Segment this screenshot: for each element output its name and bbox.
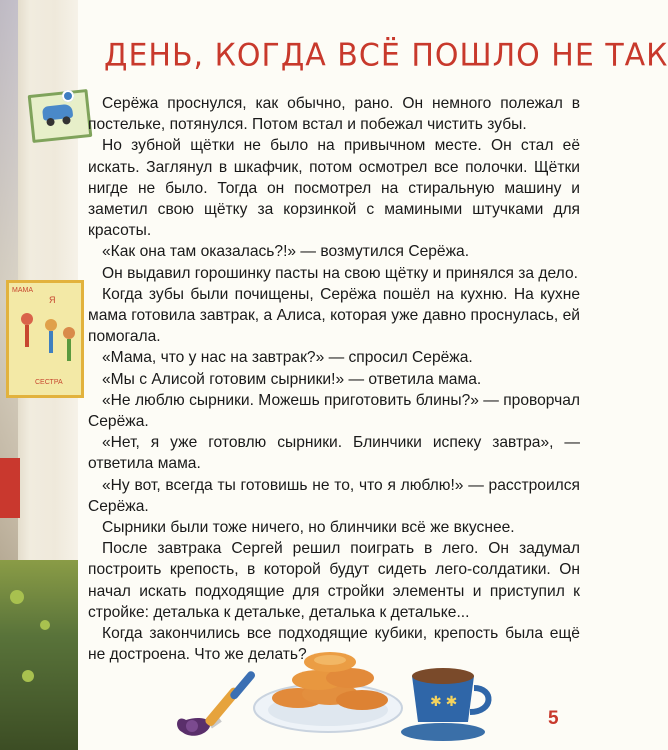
paragraph: Он выдавил горошинку пасты на свою щётку и принялся за дело.	[102, 264, 578, 282]
red-object	[0, 458, 20, 518]
side-illustration	[0, 0, 78, 750]
drawing-word-me: Я	[49, 295, 56, 305]
paragraph: «Не люблю сырники. Можешь приготовить блины?» — проворчал Серёжа.	[88, 391, 581, 431]
wheel-icon	[46, 118, 55, 127]
paragraph: «Ну вот, всегда ты готовишь не то, что я люблю!» — расстроился Серёжа.	[88, 476, 580, 515]
drawing-word-sister: СЕСТРА	[35, 379, 63, 386]
paragraph: Когда зубы были почищены, Серёжа пошёл на кухню. На кухне мама готовила завтрак, а Алиса, которая уже давно проснулась, ей помогала.	[88, 285, 580, 346]
paragraph: Серёжа проснулся, как обычно, рано. Он немного полежал в постельке, потянулся. Потом встал и побежал чистить зубы.	[88, 95, 580, 134]
drawn-person	[45, 319, 57, 355]
paragraph: «Нет, я уже готовлю сырники. Блинчики испеку завтра», — ответила мама.	[88, 434, 580, 473]
paragraph: Когда закончились все подходящие кубики, крепость была ещё не достроена. Что же делать?	[88, 625, 580, 664]
teacup-icon	[401, 668, 489, 741]
paragraph: «Как она там оказалась?!» — возмутился Серёжа.	[102, 243, 470, 261]
plant-decoration	[0, 560, 78, 750]
story-text	[88, 93, 580, 665]
paragraph: «Мы с Алисой готовим сырники!» — ответила мама.	[102, 370, 482, 388]
svg-text:✱ ✱: ✱ ✱	[430, 693, 458, 709]
pancakes-icon	[272, 652, 388, 710]
drawn-person	[21, 313, 33, 349]
breakfast-illustration	[168, 636, 508, 746]
page-title: ДЕНЬ, КОГДА ВСЁ ПОШЛО НЕ ТАК	[104, 37, 668, 74]
child-drawing	[6, 280, 84, 398]
page-number: 5	[548, 708, 559, 729]
drawn-person	[63, 327, 75, 363]
brush-icon	[177, 670, 257, 736]
pushpin-icon	[62, 90, 74, 102]
paragraph: «Мама, что у нас на завтрак?» — спросил Серёжа.	[102, 349, 473, 367]
drawing-word-mom: МАМА	[12, 287, 33, 294]
paragraph: После завтрака Сергей решил поиграть в лего. Он задумал построить крепость, в которой будут сидеть лего-солдатики. Он начал искать подходящие для стройки элементы и приступил к стройке: деталька к детальке, деталька к детальке...	[88, 540, 580, 621]
wheel-icon	[62, 116, 71, 125]
car-picture-card	[28, 89, 93, 143]
paragraph: Сырники были тоже ничего, но блинчики всё же вкуснее.	[102, 519, 515, 537]
car-icon	[42, 104, 73, 121]
paragraph: Но зубной щётки не было на привычном месте. Он стал её искать. Заглянул в шкафчик, потом осмотрел все полочки. Щётки нигде не было. Тогда он посмотрел на стиральную машину и заметил свою щётку за корзинкой с мамиными штучками для красоты.	[88, 137, 580, 240]
